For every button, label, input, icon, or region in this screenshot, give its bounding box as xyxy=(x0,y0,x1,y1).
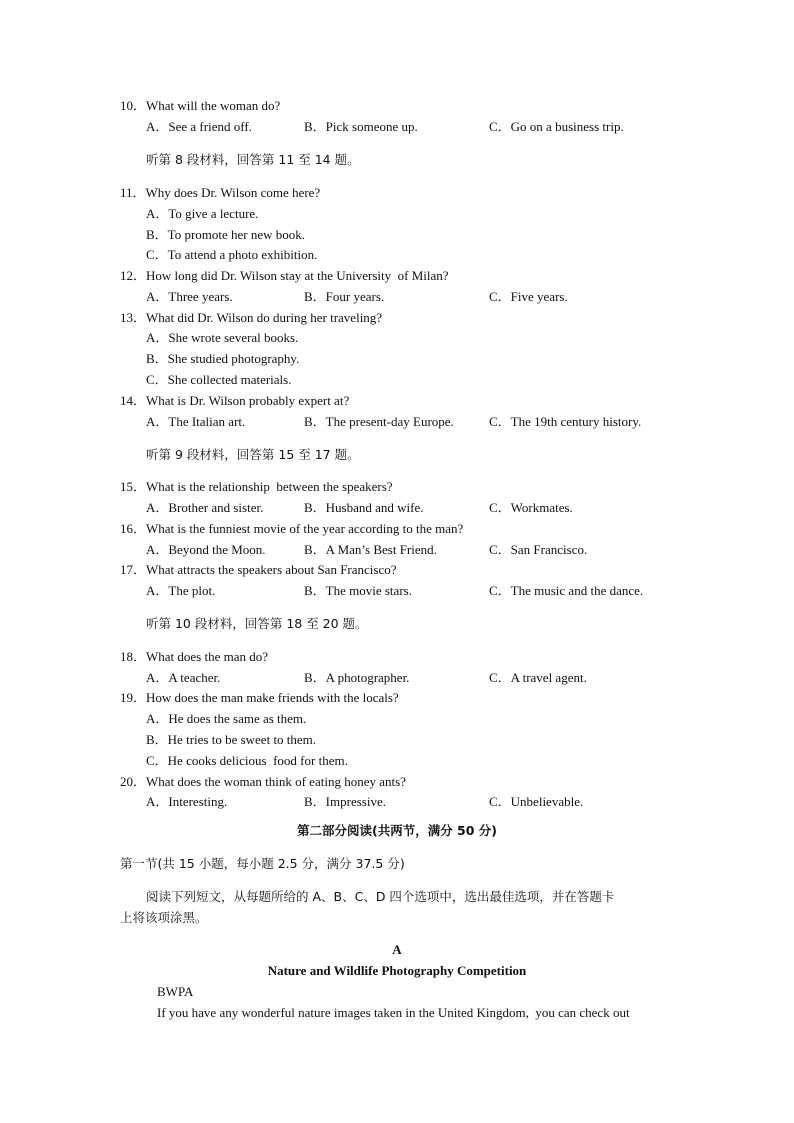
option-c: C．He cooks delicious food for them. xyxy=(146,753,348,768)
option-c: C．She collected materials. xyxy=(146,372,292,387)
instructions-line-1: 阅读下列短文，从每题所给的 A、B、C、D 四个选项中，选出最佳选项，并在答题卡 xyxy=(146,889,615,904)
option-c: C．Workmates. xyxy=(489,500,573,515)
option-a: A．Three years. xyxy=(146,289,233,304)
question-20: 20．What does the woman think of eating honey ants? xyxy=(120,774,406,789)
option-b: B．The movie stars. xyxy=(304,583,412,598)
question-19: 19．How does the man make friends with the locals? xyxy=(120,690,399,705)
option-b: B．Impressive. xyxy=(304,794,386,809)
question-12: 12．How long did Dr. Wilson stay at the University of Milan? xyxy=(120,268,449,283)
question-18: 18．What does the man do? xyxy=(120,649,269,664)
option-c: C．San Francisco. xyxy=(489,542,588,557)
section-heading-10: 听第 10 段材料，回答第 18 至 20 题。 xyxy=(146,616,368,631)
section-heading-8: 听第 8 段材料，回答第 11 至 14 题。 xyxy=(146,152,360,167)
option-b: B．She studied photography. xyxy=(146,351,300,366)
question-14: 14．What is Dr. Wilson probably expert at? xyxy=(120,393,350,408)
option-a: A．To give a lecture. xyxy=(146,206,259,221)
option-a: A．A teacher. xyxy=(146,670,221,685)
question-11: 11．Why does Dr. Wilson come here? xyxy=(120,185,321,200)
option-c: C．To attend a photo exhibition. xyxy=(146,247,318,262)
option-b: B．To promote her new book. xyxy=(146,227,306,242)
option-b: B．Husband and wife. xyxy=(304,500,424,515)
question-10: 10．What will the woman do? xyxy=(120,98,281,113)
passage-title: Nature and Wildlife Photography Competition xyxy=(267,963,527,978)
question-15: 15．What is the relationship between the speakers? xyxy=(120,479,393,494)
instructions-line-2: 上将该项涂黑。 xyxy=(120,910,208,925)
option-a: A．See a friend off. xyxy=(146,119,252,134)
option-a: A．Beyond the Moon. xyxy=(146,542,266,557)
option-c: C．The music and the dance. xyxy=(489,583,644,598)
question-17: 17．What attracts the speakers about San Francisco? xyxy=(120,562,397,577)
option-c: C．A travel agent. xyxy=(489,670,587,685)
passage-letter: A xyxy=(392,942,402,957)
option-b: B．A Man’s Best Friend. xyxy=(304,542,437,557)
passage-subheading: BWPA xyxy=(157,984,194,999)
option-b: B．Four years. xyxy=(304,289,385,304)
option-a: A．The Italian art. xyxy=(146,414,246,429)
section-one-title: 第一节(共 15 小题，每小题 2.5 分，满分 37.5 分) xyxy=(120,856,405,871)
part-two-title: 第二部分阅读(共两节，满分 50 分) xyxy=(296,823,498,838)
option-c: C．Five years. xyxy=(489,289,568,304)
option-a: A．The plot. xyxy=(146,583,216,598)
option-b: B．Pick someone up. xyxy=(304,119,418,134)
question-16: 16．What is the funniest movie of the year according to the man? xyxy=(120,521,464,536)
option-c: C．Unbelievable. xyxy=(489,794,584,809)
option-a: A．He does the same as them. xyxy=(146,711,307,726)
option-a: A．She wrote several books. xyxy=(146,330,299,345)
option-a: A．Brother and sister. xyxy=(146,500,264,515)
option-b: B．A photographer. xyxy=(304,670,410,685)
option-c: C．The 19th century history. xyxy=(489,414,642,429)
question-13: 13．What did Dr. Wilson do during her traveling? xyxy=(120,310,383,325)
section-heading-9: 听第 9 段材料，回答第 15 至 17 题。 xyxy=(146,447,360,462)
option-b: B．He tries to be sweet to them. xyxy=(146,732,317,747)
option-a: A．Interesting. xyxy=(146,794,228,809)
option-c: C．Go on a business trip. xyxy=(489,119,624,134)
passage-paragraph-line: If you have any wonderful nature images taken in the United Kingdom, you can check out xyxy=(157,1005,630,1020)
option-b: B．The present-day Europe. xyxy=(304,414,454,429)
